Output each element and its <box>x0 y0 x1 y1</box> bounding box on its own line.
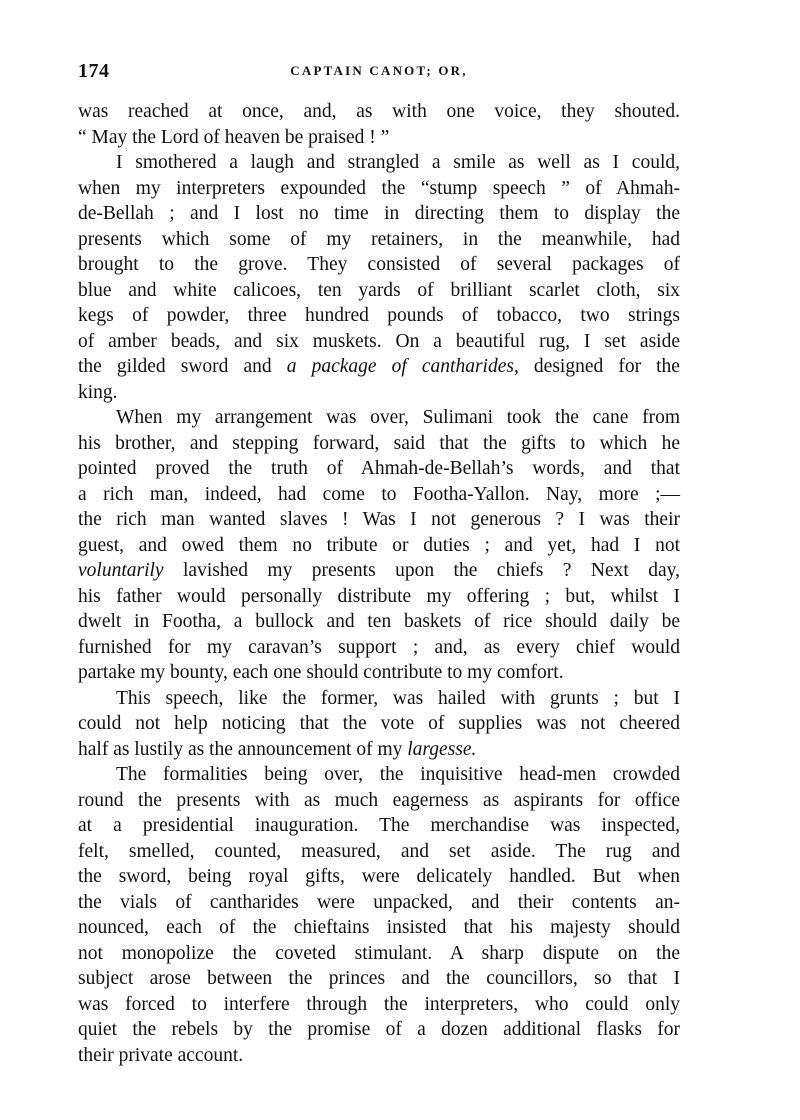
text-line: a rich man, indeed, had come to Footha-Yallon. Nay, more ;— <box>78 483 680 505</box>
text-line: The formalities being over, the inquisitive head-men crowded <box>116 764 680 785</box>
text-run: half as lustily as the announcement of my <box>78 738 408 760</box>
text-line: kegs of powder, three hundred pounds of tobacco, two strings <box>78 305 680 326</box>
text-run: the gilded sword and <box>78 356 287 377</box>
text-line: When my arrangement was over, Sulimani took the cane from <box>116 407 680 428</box>
body-text <box>78 99 680 1068</box>
page-header <box>78 60 680 84</box>
text-line: could not help noticing that the vote of supplies was not cheered <box>78 713 680 734</box>
text-line: at a presidential inauguration. The merchandise was inspected, <box>78 815 680 836</box>
text-line: was reached at once, and, as with one voice, they shouted. <box>78 101 680 122</box>
text-line <box>78 737 680 763</box>
text-line: their private account. <box>78 1044 244 1066</box>
text-line: furnished for my caravan’s support ; and, as every chief would <box>78 636 680 658</box>
text-line: quiet the rebels by the promise of a dozen additional flasks for <box>78 1019 680 1040</box>
text-line: king. <box>78 381 118 403</box>
text-line: his father would personally distribute my offering ; but, whilst I <box>78 585 680 607</box>
text-line: felt, smelled, counted, measured, and set aside. The rug and <box>78 840 680 862</box>
page-number: 174 <box>78 60 110 82</box>
text-line: was forced to interfere through the interpreters, who could only <box>78 993 680 1015</box>
text-line: when my interpreters expounded the “stump speech ” of Ahmah- <box>78 177 680 199</box>
text-line: blue and white calicoes, ten yards of brilliant scarlet cloth, six <box>78 279 680 301</box>
text-line: the vials of cantharides were unpacked, and their contents an- <box>78 891 680 913</box>
text-line <box>78 558 680 584</box>
text-line: de-Bellah ; and I lost no time in directing them to display the <box>78 203 680 224</box>
italic-text: a package of cantharides <box>286 356 514 377</box>
text-line: presents which some of my retainers, in the meanwhile, had <box>78 228 680 250</box>
text-line: nounced, each of the chieftains insisted that his majesty should <box>78 917 680 938</box>
text-line: subject arose between the princes and the councillors, so that I <box>78 968 680 989</box>
text-line: dwelt in Footha, a bullock and ten baskets of rice should daily be <box>78 611 680 632</box>
text-line: pointed proved the truth of Ahmah-de-Bellah’s words, and that <box>78 458 680 479</box>
running-head: CAPTAIN CANOT; OR, <box>290 63 468 78</box>
text-line: guest, and owed them no tribute or duties ; and yet, had I not <box>78 534 680 556</box>
text-line: round the presents with as much eagerness as aspirants for office <box>78 789 680 811</box>
text-line: of amber beads, and six muskets. On a beautiful rug, I set aside <box>78 330 680 352</box>
italic-text: largesse. <box>407 738 477 760</box>
text-line: “ May the Lord of heaven be praised ! ” <box>78 126 390 148</box>
text-line: I smothered a laugh and strangled a smile as well as I could, <box>116 152 680 173</box>
text-line: partake my bounty, each one should contribute to my comfort. <box>78 662 564 683</box>
italic-text: voluntarily <box>78 560 164 581</box>
text-line: the rich man wanted slaves ! Was I not generous ? I was their <box>78 509 680 530</box>
text-run: lavished my presents upon the chiefs ? Next day, <box>163 560 680 581</box>
text-line: not monopolize the coveted stimulant. A sharp dispute on the <box>78 942 680 964</box>
text-line: This speech, like the former, was hailed with grunts ; but I <box>116 687 680 709</box>
text-run: , designed for the <box>513 356 680 377</box>
text-line: the sword, being royal gifts, were delicately handled. But when <box>78 866 680 887</box>
text-line: brought to the grove. They consisted of several packages of <box>78 254 680 275</box>
text-line <box>78 354 680 380</box>
text-line: his brother, and stepping forward, said that the gifts to which he <box>78 432 680 454</box>
